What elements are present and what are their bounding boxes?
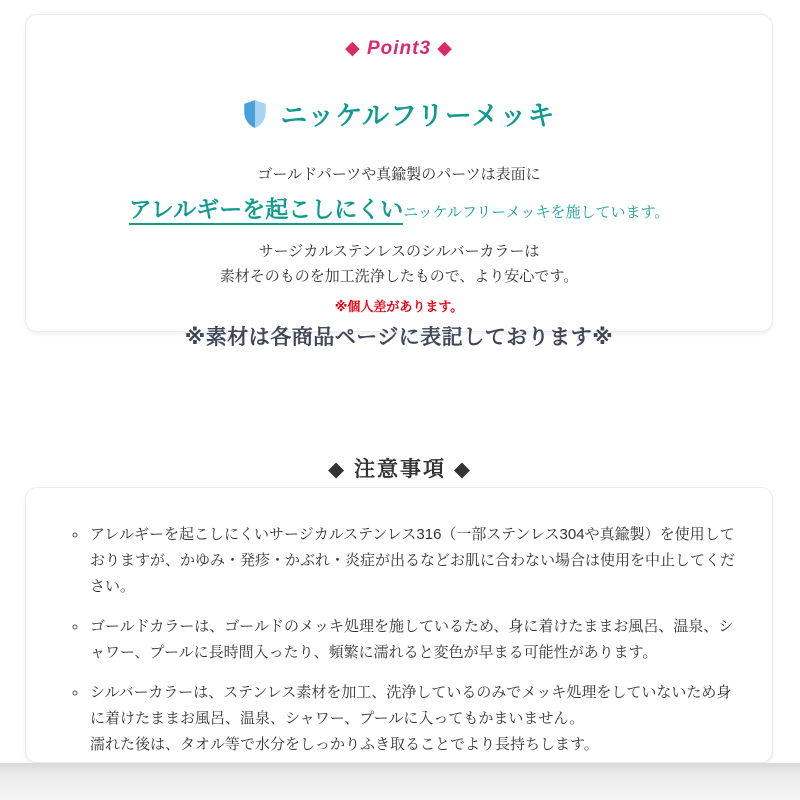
highlight-line <box>26 194 772 228</box>
point3-card <box>25 14 773 349</box>
highlight-strong-text: アレルギーを起こしにくい <box>129 196 404 225</box>
lead-text: ゴールドパーツや真鍮製のパーツは表面に <box>257 166 541 183</box>
plain-text-1: サージカルステンレスのシルバーカラーは <box>258 243 540 260</box>
caution-list <box>26 488 772 758</box>
caution-heading: ◆ 注意事項 ◆ <box>328 458 472 482</box>
point3-badge: ◆ Point3 ◆ <box>345 38 453 59</box>
page-bottom-divider <box>0 763 800 800</box>
material-note: ※素材は各商品ページに表記しております※ <box>184 326 614 349</box>
highlight-rest-text: ニッケルフリーメッキを施しています。 <box>403 204 670 221</box>
caution-list-item <box>88 614 742 666</box>
caution-card <box>25 487 773 763</box>
shield-icon <box>242 99 268 129</box>
section-title: ニッケルフリーメッキ <box>280 101 556 131</box>
caution-item-text-line2: 濡れた後は、タオル等で水分をしっかりふき取ることでより長持ちします。 <box>90 736 599 753</box>
individual-difference-note: ※個人差があります。 <box>334 299 464 314</box>
caution-list-item <box>88 680 742 758</box>
plain-text-2: 素材そのものを加工洗浄したもので、より安心です。 <box>219 268 579 285</box>
caution-item-text: アレルギーを起こしにくいサージカルステンレス316（一部ステンレス304や真鍮製）を使用しておりますが、かゆみ・発疹・かぶれ・炎症が出るなどお肌に合わない場合は使用を中止してください。 <box>90 526 736 595</box>
caution-list-item <box>88 522 742 600</box>
caution-item-text: シルバーカラーは、ステンレス素材を加工、洗浄しているのみでメッキ処理をしていないため身に着けたままお風呂、温泉、シャワー、プールに入ってもかまいません。 <box>90 684 732 727</box>
caution-item-text: ゴールドカラーは、ゴールドのメッキ処理を施しているため、身に着けたままお風呂、温泉、シャワー、プールに長時間入ったり、頻繁に濡れると変色が早まる可能性があります。 <box>90 618 734 661</box>
nickel-free-title-row <box>26 94 772 133</box>
